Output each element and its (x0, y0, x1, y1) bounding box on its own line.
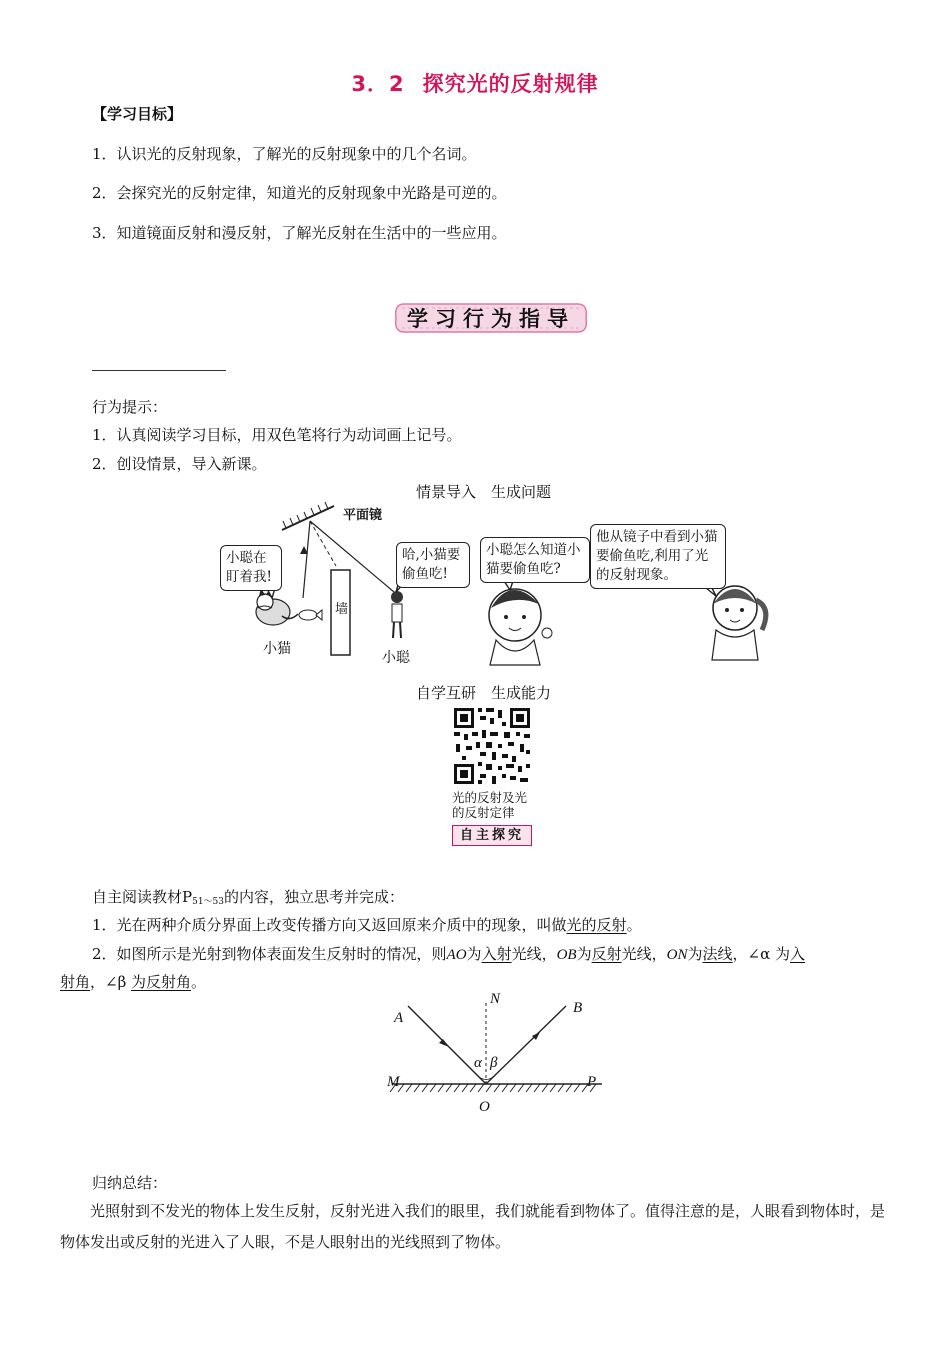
boy-label: 小聪 (382, 650, 410, 666)
point-m-label: M (387, 1074, 400, 1090)
q2-answer-incidence-angle: 入 (789, 945, 805, 963)
reading-prefix: 自主阅读教材 (92, 888, 183, 906)
section2-title: 自学互研 生成能力 (416, 684, 552, 702)
section1-title: 情景导入 生成问题 (416, 483, 552, 501)
q2-text: 2．如图所示是光射到物体表面发生反射时的情况，则 (92, 945, 447, 963)
reading-page-sub: 51～53 (192, 897, 225, 907)
q2-answer-reflection-angle: 为反射角 (131, 973, 192, 991)
girl-speech-bubble: 他从镜子中看到小猫要偷鱼吃,利用了光的反射现象。 (590, 524, 726, 589)
q2-answer-reflected: 反射 (591, 945, 622, 963)
q2-answer-normal: 法线 (702, 945, 733, 963)
point-o-label: O (479, 1099, 490, 1115)
q2-text: ，∠α 为 (732, 945, 790, 963)
q2-text: 为 (687, 945, 703, 963)
objective-item: 1．认识光的反射现象，了解光的反射现象中的几个名词。 (92, 145, 477, 163)
cat-speech-bubble: 小聪在盯着我! (220, 545, 282, 591)
angle-beta-label: β (490, 1055, 498, 1071)
point-n-label: N (490, 991, 501, 1007)
qr-caption-line1: 光的反射及光 (452, 790, 528, 805)
q1-answer: 光的反射 (566, 916, 627, 934)
q2-ao: AO (446, 947, 467, 963)
reading-suffix: 的内容，独立思考并完成： (224, 888, 405, 906)
qr-caption-line2: 的反射定律 (452, 805, 515, 820)
q2-ob: OB (556, 947, 577, 963)
title-text: 探究光的反射规律 (422, 72, 599, 96)
cat-label: 小猫 (263, 641, 291, 657)
hint-item: 2．创设情景，导入新课。 (92, 455, 267, 473)
page-title (0, 68, 950, 98)
q1-text: 1．光在两种介质分界面上改变传播方向又返回原来介质中的现象，叫做 (92, 916, 567, 934)
reading-instruction (92, 886, 404, 907)
point-p-label: P (587, 1074, 597, 1090)
q2-answer-incidence-angle-cont: 射角 (60, 973, 91, 991)
section-banner-label: 学习行为指导 (407, 307, 575, 331)
objective-item: 2．会探究光的反射定律，知道光的反射现象中光路是可逆的。 (92, 184, 507, 202)
summary-text: 光照射到不发光的物体上发生反射，反射光进入我们的眼里，我们就能看到物体了。值得注意的是，人眼看到物体时，是物体发出或反射的光进入了人眼，不是人眼射出的光线照到了物体。 (60, 1202, 886, 1251)
divider (92, 370, 226, 371)
q2-text: ，∠β (90, 973, 132, 991)
q1-end: 。 (626, 916, 642, 934)
q2-text: 为 (576, 945, 592, 963)
self-study-tag[interactable]: 自主探究 (452, 825, 532, 846)
q2-text: 光线， (621, 945, 667, 963)
point-a-label: A (394, 1010, 404, 1026)
wall-label: 墙 (335, 602, 349, 617)
point-b-label: B (573, 1000, 583, 1016)
qr-code-icon[interactable] (452, 706, 532, 786)
boy-speech-bubble: 哈,小猫要偷鱼吃! (396, 542, 470, 588)
q2-text: 为 (466, 945, 482, 963)
objective-item: 3．知道镜面反射和漫反射，了解光反射在生活中的一些应用。 (92, 224, 507, 242)
question-2-line2 (60, 971, 206, 992)
objectives-heading: 【学习目标】 (92, 105, 183, 123)
q2-answer-incident: 入射 (481, 945, 512, 963)
mirror-label: 平面镜 (343, 508, 383, 523)
q2-text: 。 (191, 973, 207, 991)
reading-page-ref: P (182, 888, 193, 906)
summary-heading: 归纳总结： (92, 1174, 168, 1192)
kid-speech-bubble: 小聪怎么知道小猫要偷鱼吃? (480, 537, 590, 583)
q2-text: 光线， (511, 945, 557, 963)
question-1 (92, 914, 642, 935)
title-number: 3．2 (351, 72, 405, 96)
angle-alpha-label: α (474, 1055, 482, 1071)
qr-caption (452, 790, 527, 820)
hints-heading: 行为提示： (92, 398, 168, 416)
q2-on: ON (666, 947, 688, 963)
hint-item: 1．认真阅读学习目标，用双色笔将行为动词画上记号。 (92, 426, 462, 444)
question-2-line1 (92, 943, 805, 964)
